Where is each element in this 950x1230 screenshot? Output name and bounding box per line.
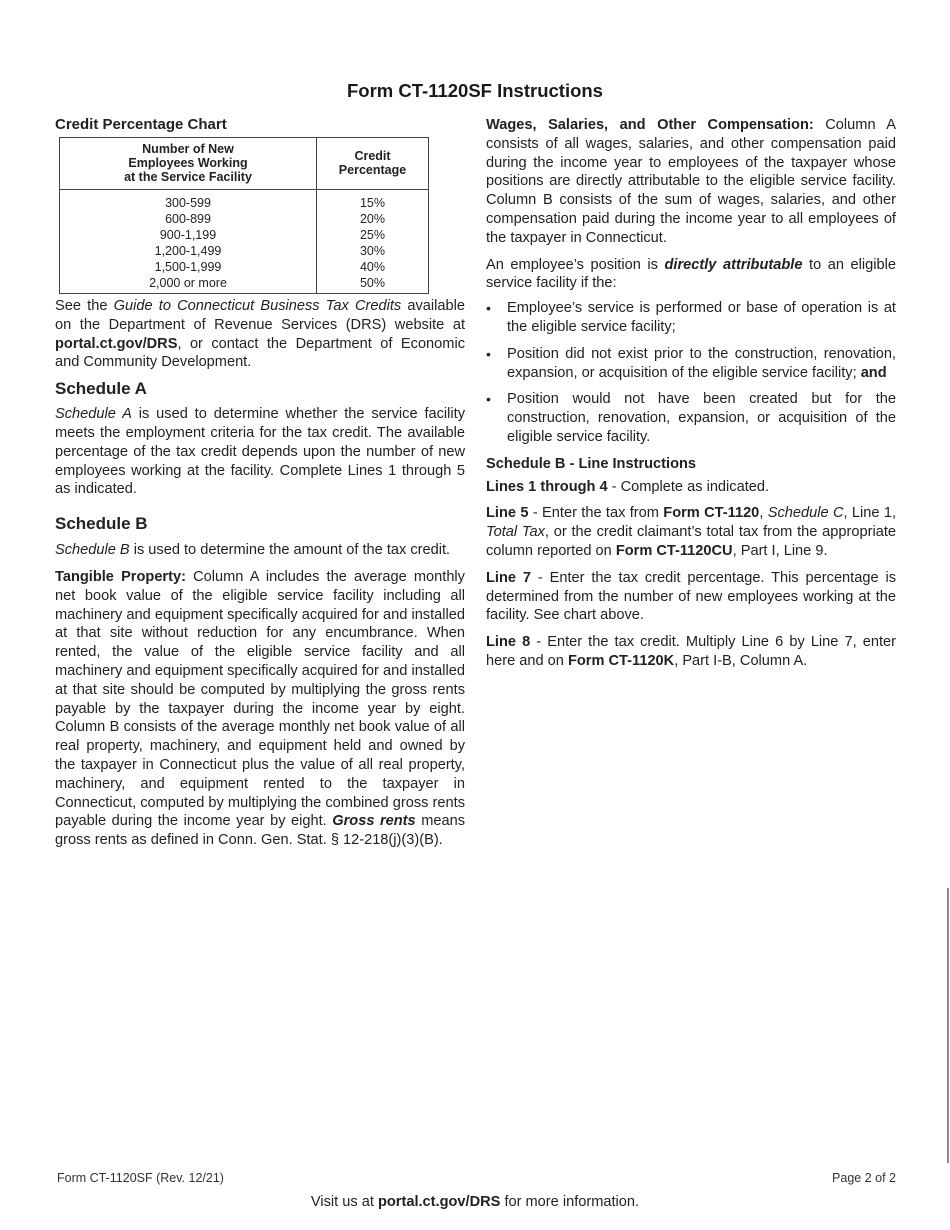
directly-attributable-term: directly attributable (664, 256, 803, 273)
schedule-a-paragraph: Schedule A is used to determine whether the service facility meets the employment criteria for the tax credit. The available percentage of the tax credit depends upon the number of new employees working at the facility. Complete Lines 1 through 5 as indicated. (55, 406, 465, 498)
employees-cell: 2,000 or more (60, 275, 317, 294)
credit-chart-heading: Credit Percentage Chart (55, 116, 227, 133)
guide-paragraph: See the Guide to Connecticut Business Tax Credits available on the Department of Revenue Services (DRS) website at portal.ct.gov/DRS, or contact the Department of Economic and Community Development. (55, 298, 465, 371)
schedule-a-heading: Schedule A (55, 379, 147, 399)
page-edge-divider (947, 888, 949, 1163)
attributable-criteria-list (486, 299, 896, 447)
tangible-property-paragraph: Tangible Property: Column A includes the average monthly net book value of the eligible service facility including all machinery and equipment specifically acquired for and installed at that site without reduction for any encumbrance. When rented, the value of the eligible service facility and all machinery and equipment specifically acquired for and installed at that site should be computed by multiplying the gross rents payable by the taxpayer during the income year by eight. Column B consists of the average monthly net book value of all real property, machinery, and equipment held and owned by the taxpayer in Connecticut plus the value of all real property, machinery, and equipment rented to the taxpayer in Connecticut, computed by multiplying the combined gross rents payable during the income year by eight. Gross rents means gross rents as defined in Conn. Gen. Stat. § 12-218(j)(3)(B). (55, 568, 466, 849)
table-row (60, 227, 429, 243)
directly-attributable-paragraph: An employee’s position is directly attributable to an eligible service facility if the: (486, 256, 896, 292)
list-item: • Employee’s service is performed or base of operation is at the eligible service facility; (486, 300, 896, 335)
page-title: Form CT-1120SF Instructions (347, 80, 603, 101)
line-instructions-heading: Schedule B - Line Instructions (486, 455, 697, 472)
wages-label: Wages, Salaries, and Other Compensation: (486, 117, 814, 133)
employees-cell: 1,200-1,499 (60, 243, 317, 259)
line-1-4-instruction: Lines 1 through 4 - Complete as indicated. (486, 478, 770, 495)
tangible-property-label: Tangible Property: (55, 568, 186, 585)
bullet-icon: • (486, 345, 491, 362)
wages-paragraph: Wages, Salaries, and Other Compensation: Column A consists of all wages, salaries, and other compensation paid during the income year to employees of the taxpayer whose positions are directly attributable to the eligible service facility. Column B consists of the sum of wages, salaries, and other compensation paid during the income year to all employees of the taxpayer in Connecticut. (486, 117, 897, 246)
credit-cell: 40% (317, 259, 429, 275)
credit-cell: 30% (317, 243, 429, 259)
gross-rents-term: Gross rents (332, 813, 416, 830)
table-row (60, 275, 429, 294)
line-7-instruction: Line 7 - Enter the tax credit percentage. This percentage is determined from the number of new employees working at the facility. See chart above. (486, 569, 896, 624)
credit-percentage-table (59, 137, 429, 294)
credit-cell: 25% (317, 227, 429, 243)
table-row (60, 211, 429, 227)
footer-visit-text: Visit us at portal.ct.gov/DRS for more information. (310, 1194, 640, 1210)
list-item: • Position did not exist prior to the construction, renovation, expansion, or acquisition of the eligible service facility; and (486, 345, 896, 381)
credit-cell: 15% (317, 190, 429, 212)
table-row (60, 190, 429, 212)
employees-cell: 900-1,199 (60, 227, 317, 243)
line-8-instruction: Line 8 - Enter the tax credit. Multiply Line 6 by Line 7, enter here and on Form CT-1120K, Part I-B, Column A. (486, 634, 896, 669)
bullet-icon: • (486, 300, 491, 317)
employees-cell: 300-599 (60, 190, 317, 212)
header-new-employees: Number of New Employees Working at the Service Facility (60, 138, 317, 190)
table-row (60, 243, 429, 259)
right-column (486, 116, 896, 671)
footer-drs-link[interactable]: portal.ct.gov/DRS (377, 1194, 501, 1210)
page-number: Page 2 of 2 (832, 1171, 896, 1185)
schedule-b-paragraph: Schedule B is used to determine the amount of the tax credit. (55, 542, 451, 559)
drs-website-link[interactable]: portal.ct.gov/DRS (55, 335, 178, 352)
guide-title: Guide to Connecticut Business Tax Credits (113, 298, 402, 314)
employees-cell: 1,500-1,999 (60, 259, 317, 275)
bullet-icon: • (486, 391, 491, 408)
credit-cell: 20% (317, 211, 429, 227)
schedule-b-heading: Schedule B (55, 514, 148, 534)
form-revision: Form CT-1120SF (Rev. 12/21) (57, 1171, 224, 1185)
employees-cell: 600-899 (60, 211, 317, 227)
credit-cell: 50% (317, 275, 429, 294)
header-credit-percentage: Credit Percentage (317, 138, 429, 190)
line-5-instruction: Line 5 - Enter the tax from Form CT-1120, Schedule C, Line 1, Total Tax, or the credit claimant’s total tax from the appropriate column reported on Form CT-1120CU, Part I, Line 9. (486, 505, 897, 559)
table-row (60, 259, 429, 275)
list-item: • Position would not have been created but for the construction, renovation, expansion, or acquisition of the eligible service facility. (486, 391, 896, 445)
left-column (55, 116, 465, 850)
